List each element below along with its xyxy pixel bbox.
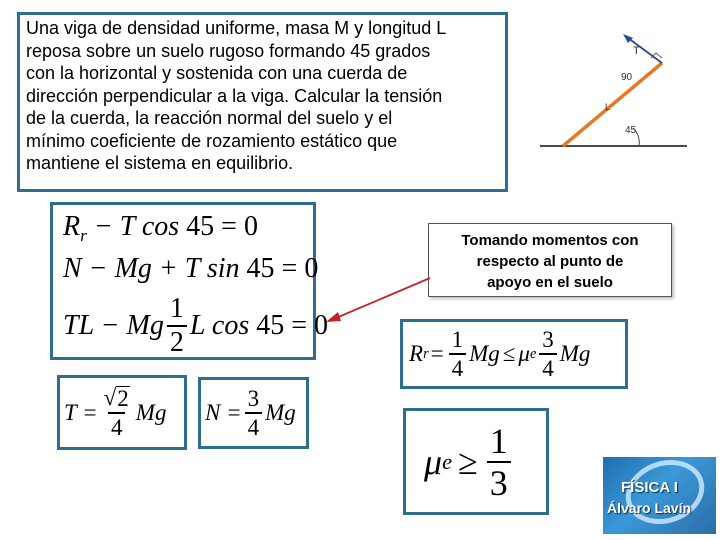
logo-author: Álvaro Lavín	[607, 500, 692, 516]
problem-line: mantiene el sistema en equilibrio.	[26, 153, 294, 173]
logo-title: FÍSICA I	[621, 479, 678, 496]
fraction: $\frac{3}{4}$	[245, 387, 263, 439]
fisica-logo	[603, 457, 716, 534]
equation-vertical: N − Mg + T sin 45 = 0	[63, 253, 319, 284]
problem-line: dirección perpendicular a la viga. Calcular la tensión	[26, 85, 443, 106]
angle-label: 45	[625, 125, 637, 136]
result-friction-coefficient: μ e ≥ $\frac{1}{3}$	[403, 408, 549, 515]
moments-note	[428, 223, 672, 297]
beam-diagram	[535, 28, 695, 153]
arrow-head	[326, 312, 341, 322]
fraction: √ 2 4	[103, 385, 129, 440]
equation-moments: TL − Mg $\frac{1}{2}$ L cos 45 = 0	[63, 293, 329, 358]
fraction: $\frac{1}{3}$	[487, 423, 511, 501]
result-normal: N = $\frac{3}{4}$ Mg	[198, 377, 309, 449]
fraction: $\frac{1}{4}$	[449, 328, 467, 380]
problem-line: Una viga de densidad uniforme, masa M y longitud L	[26, 18, 447, 38]
right-angle-label: 90	[621, 72, 633, 83]
fraction: $\frac{3}{4}$	[539, 328, 557, 380]
fraction: $\frac{1}{2}$	[167, 295, 187, 357]
arrow-shaft	[336, 278, 430, 318]
note-line: Tomando momentos con	[461, 232, 639, 249]
equilibrium-equations	[50, 202, 329, 360]
equation-horizontal: $R_r - T$ cos 45 = 0	[63, 211, 258, 246]
note-line: apoyo en el suelo	[487, 274, 613, 291]
problem-statement	[17, 12, 508, 192]
problem-line: reposa sobre un suelo rugoso formando 45 grados	[26, 40, 431, 61]
beam	[563, 63, 662, 146]
note-line: respecto al punto de	[476, 253, 624, 270]
friction-inequality: R r = $\frac{1}{4}$ Mg ≤ μ e $\frac{3}{4}$ Mg	[400, 319, 628, 389]
tension-label: T	[633, 45, 640, 57]
sqrt: √ 2	[103, 385, 129, 411]
problem-line: con la horizontal y sostenida con una cuerda de	[26, 63, 408, 83]
result-tension: T = √ 2 4 Mg	[57, 375, 187, 450]
length-label: L	[605, 102, 611, 112]
problem-line: de la cuerda, la reacción normal del suelo y el	[26, 108, 393, 128]
problem-line: mínimo coeficiente de rozamiento estático que	[26, 130, 398, 151]
